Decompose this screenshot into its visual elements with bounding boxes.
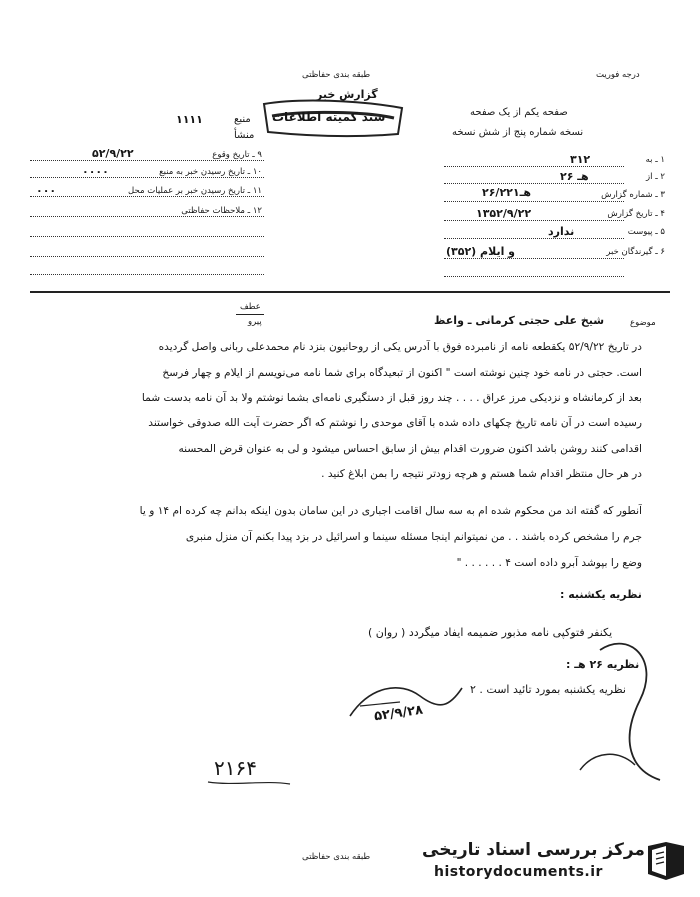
source-label: منبع [234, 114, 251, 125]
followup-label: پیرو [248, 317, 262, 327]
report-title: گزارش خبر [316, 88, 378, 101]
subject-value: شیخ علی حجتی کرمانی ـ واعظ [434, 314, 605, 327]
body-line: وضع را بپوشد آبرو داده است ۴ . . . . . . " [456, 557, 642, 569]
subject-label: موضوع [630, 318, 656, 328]
field-ops-date: ۱۱ ـ تاریخ رسیدن خبر بر عملیات محل [128, 186, 262, 196]
archive-emblem-icon [642, 838, 690, 884]
initials-signature [560, 630, 670, 790]
body-line: بعد از کرمانشاه و نزدیکی مرز عراق . . . . چند روز قبل از دستگیری نامه‌ای بشما نوشتم ولا بد آن نامه بدست شما [141, 392, 642, 404]
handwritten-ref: ۲۱۶۴ [214, 756, 257, 780]
field-source-date: ۱۰ ـ تاریخ رسیدن خبر به منبع [159, 167, 262, 177]
field-attachment: ۵ ـ پیوست [627, 227, 665, 237]
logo-title: مرکز بررسی اسناد تاریخی [422, 840, 645, 860]
field-ops-date-value: ۰۰۰ [36, 184, 57, 197]
stamp-text: سند کمیته اطلاعات [272, 110, 386, 124]
field-recipients: ۶ ـ گیرندگان خبر [606, 247, 665, 257]
field-report-date: ۴ ـ تاریخ گزارش [607, 209, 665, 219]
third-opinion-label: نظریه ۲۶ هـ : [566, 658, 640, 671]
copy-number-line: نسخه شماره پنج از شش نسخه [452, 127, 584, 138]
field-attachment-value: ندارد [548, 225, 575, 238]
body-line: است. حجتی در نامه خود چنین نوشته است " اکنون از تبعیدگاه برای شما نامه می‌نویسم از ایلام و چهار فرسخ [162, 367, 642, 379]
field-report-date-value: ۱۳۵۲/۹/۲۲ [476, 207, 532, 220]
page-count-line: صفحه یکم از یک صفحه [470, 107, 568, 118]
classification-top: طبقه بندی حفاظتی [302, 70, 371, 80]
field-security-notes: ۱۲ ـ ملاحظات حفاظتی [181, 206, 262, 216]
field-source-date-value: ۰۰۰۰ [82, 165, 109, 178]
opinion-label: نظریه یکشنبه : [560, 588, 642, 601]
field-to: ۱ ـ به [645, 155, 665, 165]
classification-bottom: طبقه بندی حفاظتی [302, 852, 371, 862]
field-report-number-value: ۲۶/۲۲۱هـ [482, 186, 531, 199]
body-line: در تاریخ ۵۲/۹/۲۲ یکقطعه نامه از نامبرده فوق با آدرس یکی از روحانیون بنزد نام محمدعلی ربانی واصل گردیده [158, 341, 642, 353]
handwritten-date: ۵۲/۹/۲۸ [373, 702, 424, 725]
field-to-value: ۳۱۲ [570, 153, 591, 166]
source-value: ۱۱۱۱ [176, 113, 203, 126]
field-from: ۲ ـ از [646, 172, 665, 182]
field-recipients-value: (۳۵۲) و ایلام [446, 245, 516, 258]
origin-label: منشأ [234, 130, 255, 141]
field-event-date-value: ۵۲/۹/۲۲ [92, 147, 134, 160]
ref-label: عطف [240, 302, 261, 312]
body-line: جرم را مشخص کرده باشند . . من نمیتوانم اینجا مسئله سینما و اسرائیل در بزد پیدا بکنم آن منزل منبری [185, 531, 642, 543]
header-divider [30, 291, 670, 293]
urgency-label: درجه فوریت [596, 70, 640, 80]
ref-underline [204, 752, 294, 792]
body-line: در هر حال منتظر اقدام شما هستم و هرچه زودتر نتیجه را بمن ابلاغ کنید . [321, 468, 642, 480]
body-line: رسیده است در آن نامه تاریخ چکهای داده شده با آقای موحدی را نوشتم که اگر حضرت آیت الله صدوقی خواستند [148, 417, 642, 429]
opinion-text: یکنفر فتوکپی نامه مذبور ضمیمه ایفاد میگردد ( روان ) [368, 626, 613, 639]
archive-logo [414, 836, 694, 888]
logo-url: historydocuments.ir [434, 864, 603, 880]
field-from-value: ۲۶ هـ [560, 170, 589, 183]
field-report-number: ۳ ـ شماره گزارش [601, 190, 665, 200]
third-opinion-text: نظریه یکشنبه بمورد تائید است . ۲ [470, 683, 626, 696]
body-line: اقدامی کنند روشن باشد اکنون ضرورت اقدام بیش از سابق احساس میشود و لی به عنوان قرض المحسنه [178, 443, 642, 455]
body-line: آنطور که گفته اند من محکوم شده ام به سه سال اقامت اجباری در این سامان بدون اینکه بدانم چه کرده ام ۱۴ و یا [139, 505, 642, 517]
field-event-date: ۹ ـ تاریخ وقوع [212, 150, 262, 160]
